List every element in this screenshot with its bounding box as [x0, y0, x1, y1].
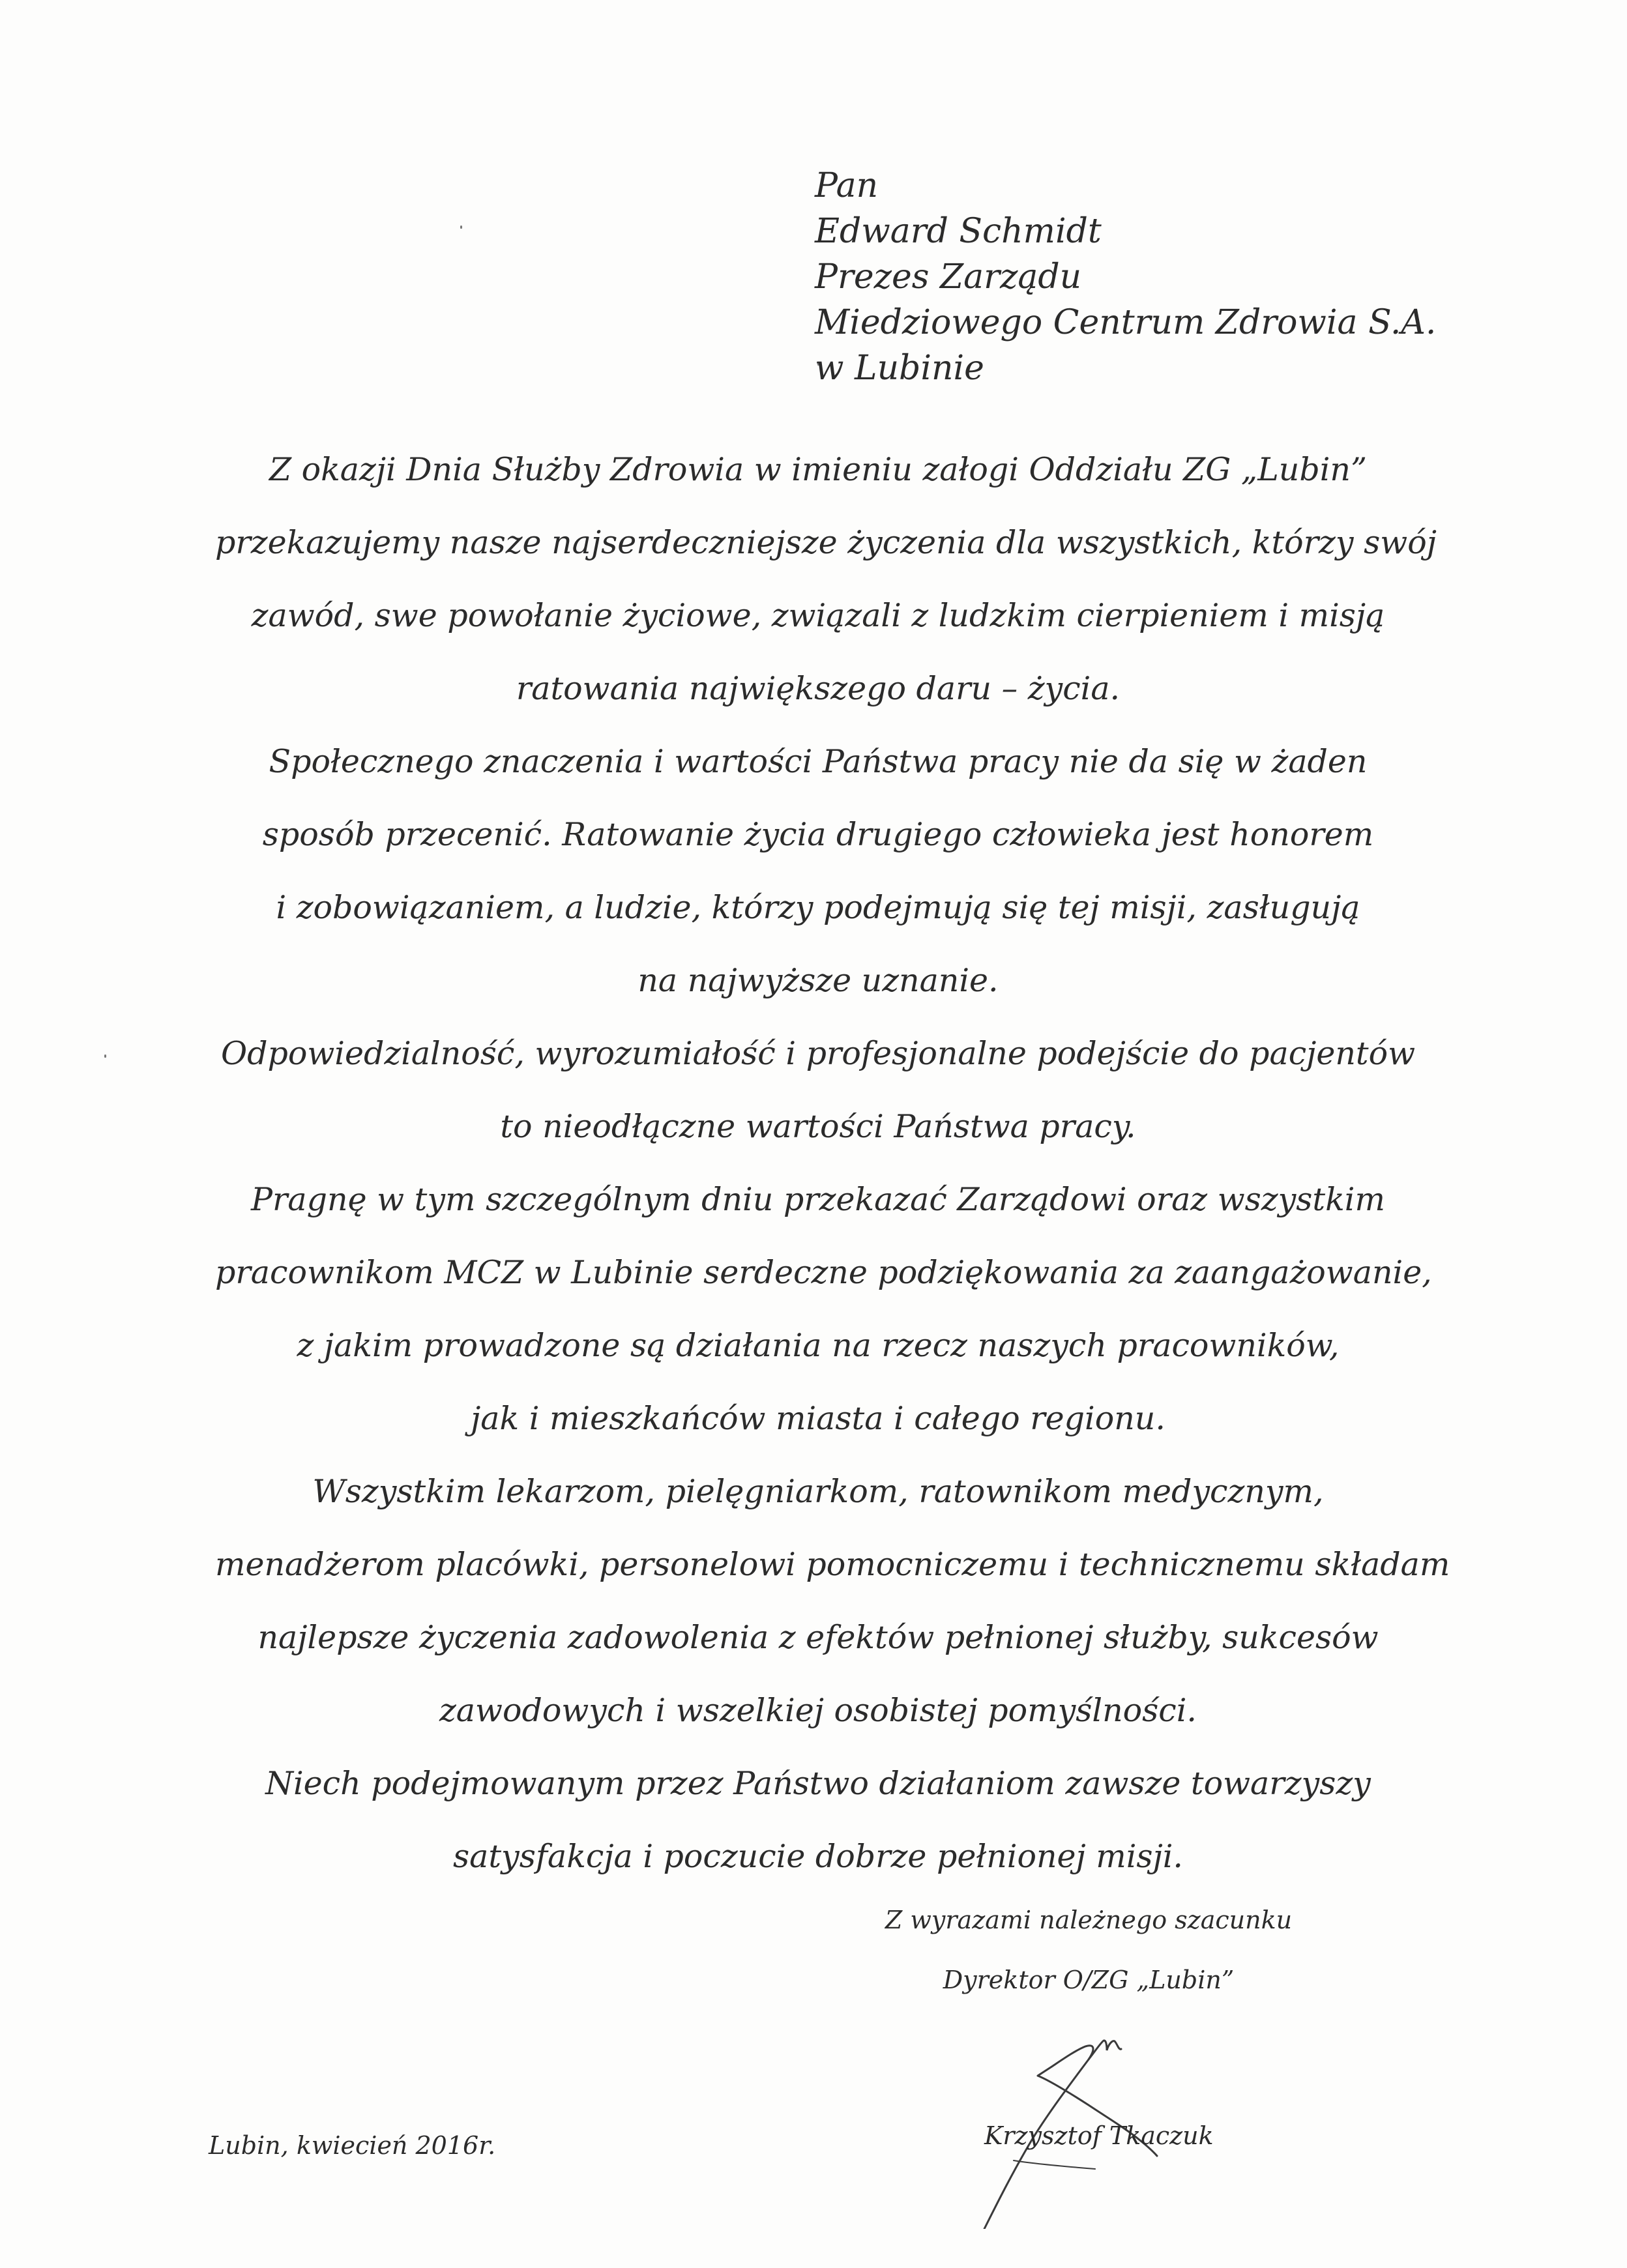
body-line: Pragnę w tym szczególnym dniu przekazać Zarządowi oraz wszystkim [251, 1181, 1385, 1218]
body-line: najlepsze życzenia zadowolenia z efektów pełnionej służby, sukcesów [257, 1619, 1379, 1656]
body-line: Odpowiedzialność, wyrozumiałość i profesjonalne podejście do pacjentów [220, 1035, 1416, 1072]
signature-block [900, 2007, 1291, 2229]
paper-speck [104, 1054, 106, 1058]
body-line: przekazujemy nasze najserdeczniejsze życzenia dla wszystkich, którzy swój [215, 524, 1437, 561]
signer-title: Dyrektor O/ZG „Lubin” [943, 1966, 1235, 1994]
body-line: i zobowiązaniem, a ludzie, którzy podejmują się tej misji, zasługują [276, 889, 1360, 926]
recipient-address [815, 163, 1467, 391]
recipient-line: Prezes Zarządu [815, 257, 1082, 297]
recipient-line: Edward Schmidt [815, 212, 1102, 251]
closing-regards: Z wyrazami należnego szacunku [885, 1906, 1293, 1934]
recipient-line: w Lubinie [815, 349, 984, 388]
body-line: to nieodłączne wartości Państwa pracy. [500, 1108, 1136, 1145]
body-line: Z okazji Dnia Służby Zdrowia w imieniu załogi Oddziału ZG „Lubin” [269, 451, 1368, 488]
letter-body [215, 433, 1450, 1893]
body-line: jak i mieszkańców miasta i całego regionu. [471, 1400, 1165, 1437]
recipient-line: Miedziowego Centrum Zdrowia S.A. [815, 303, 1437, 342]
body-line: Wszystkim lekarzom, pielęgniarkom, ratownikom medycznym, [312, 1473, 1324, 1510]
body-line: Społecznego znaczenia i wartości Państwa pracy nie da się w żaden [269, 743, 1368, 780]
body-line: menadżerom placówki, personelowi pomocniczemu i technicznemu składam [215, 1546, 1450, 1583]
body-line: pracownikom MCZ w Lubinie serdeczne podziękowania za zaangażowanie, [215, 1254, 1432, 1291]
body-line: z jakim prowadzone są działania na rzecz naszych pracowników, [297, 1327, 1340, 1364]
body-line: zawodowych i wszelkiej osobistej pomyślności. [439, 1692, 1197, 1729]
recipient-line: Pan [815, 166, 879, 205]
body-line: na najwyższe uznanie. [638, 962, 999, 999]
signer-name: Krzysztof Tkaczuk [984, 2121, 1214, 2150]
paper-speck [460, 225, 462, 229]
closing-block [828, 1890, 1349, 2010]
body-line: sposób przecenić. Ratowanie życia drugiego człowieka jest honorem [262, 816, 1374, 853]
handwritten-signature [900, 2007, 1291, 2229]
body-line: zawód, swe powołanie życiowe, związali z ludzkim cierpieniem i misją [251, 597, 1385, 634]
body-line: satysfakcja i poczucie dobrze pełnionej misji. [452, 1838, 1184, 1875]
body-line: Niech podejmowanym przez Państwo działaniom zawsze towarzyszy [265, 1765, 1371, 1802]
body-line: ratowania największego daru – życia. [516, 670, 1121, 707]
place-date: Lubin, kwiecień 2016r. [209, 2131, 496, 2160]
